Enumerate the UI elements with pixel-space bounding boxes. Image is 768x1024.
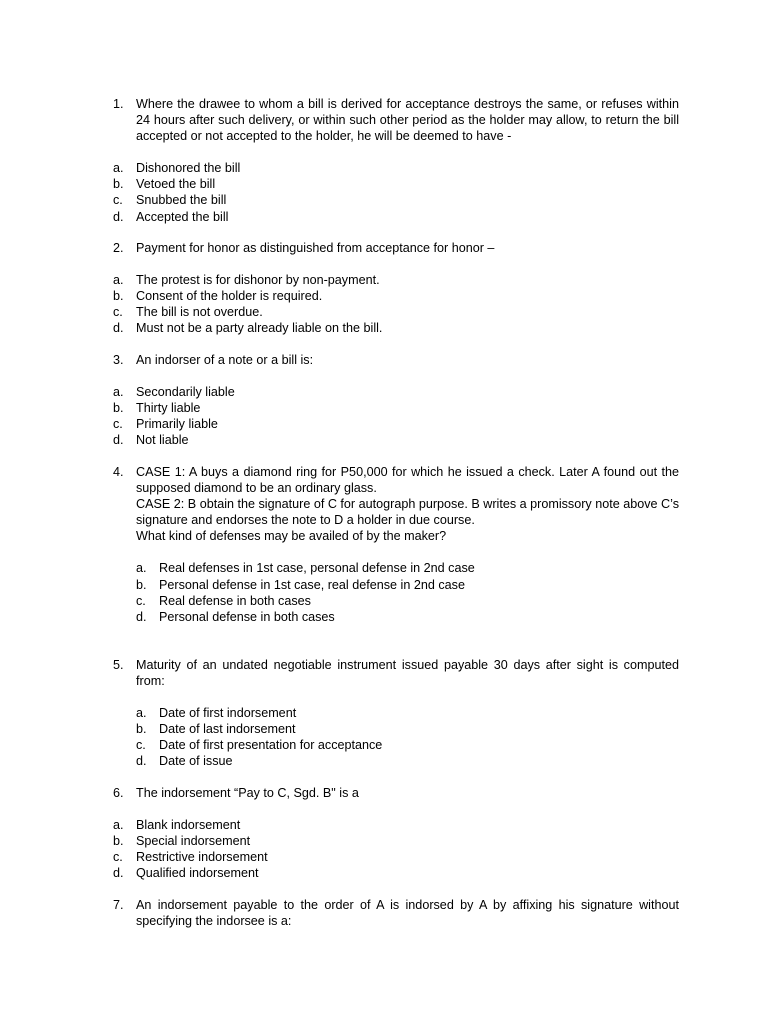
question-number: 7. bbox=[113, 898, 124, 912]
option-text: Qualified indorsement bbox=[136, 866, 259, 881]
question-1 bbox=[113, 96, 679, 225]
option-text: Date of first presentation for acceptance bbox=[159, 738, 383, 753]
option-a bbox=[136, 705, 679, 721]
option-letter: c. bbox=[136, 593, 146, 608]
option-text: Consent of the holder is required. bbox=[136, 289, 323, 304]
option-letter: b. bbox=[113, 289, 124, 304]
option-b bbox=[136, 721, 679, 737]
option-c bbox=[113, 416, 679, 432]
question-stem bbox=[113, 785, 679, 801]
options-list bbox=[113, 160, 679, 224]
subquestion-text: What kind of defenses may be availed of by the maker? bbox=[136, 529, 447, 544]
question-stem bbox=[113, 352, 679, 368]
option-text: Personal defense in both cases bbox=[159, 609, 335, 624]
option-letter: c. bbox=[113, 417, 123, 432]
option-letter: d. bbox=[113, 209, 124, 224]
option-d bbox=[113, 432, 679, 448]
question-text: An indorsement payable to the order of A is indorsed by A by affixing his signature without specifying the indorsee is a: bbox=[136, 898, 679, 929]
option-d bbox=[113, 320, 679, 336]
option-text: Accepted the bill bbox=[136, 209, 229, 224]
option-text: Date of last indorsement bbox=[159, 722, 296, 737]
option-c bbox=[113, 849, 679, 865]
question-stem bbox=[113, 897, 679, 929]
option-letter: b. bbox=[113, 401, 124, 416]
option-b bbox=[113, 288, 679, 304]
option-letter: a. bbox=[113, 273, 124, 288]
option-letter: d. bbox=[113, 433, 124, 448]
question-text: The indorsement “Pay to C, Sgd. B" is a bbox=[136, 786, 359, 800]
option-text: Primarily liable bbox=[136, 417, 218, 432]
option-text: Snubbed the bill bbox=[136, 193, 227, 208]
question-number: 5. bbox=[113, 658, 124, 672]
option-c bbox=[136, 737, 679, 753]
option-text: Dishonored the bill bbox=[136, 161, 241, 176]
option-letter: b. bbox=[136, 577, 147, 592]
question-number: 2. bbox=[113, 241, 124, 255]
question-3 bbox=[113, 352, 679, 448]
options-list bbox=[113, 384, 679, 448]
option-letter: d. bbox=[136, 609, 147, 624]
option-b bbox=[136, 577, 679, 593]
question-text: Where the drawee to whom a bill is derived for acceptance destroys the same, or refuses within 24 hours after such delivery, or within such other period as the holder may allow, to return the bill accepted or not accepted to the holder, he will be deemed to have - bbox=[136, 97, 679, 144]
option-letter: d. bbox=[136, 754, 147, 769]
case-1-text: CASE 1: A buys a diamond ring for P50,000 for which he issued a check. Later A found out the supposed diamond to be an ordinary glass. bbox=[136, 465, 679, 496]
option-d bbox=[136, 609, 679, 625]
question-text: Maturity of an undated negotiable instrument issued payable 30 days after sight is computed from: bbox=[136, 658, 679, 689]
option-text: Blank indorsement bbox=[136, 818, 241, 833]
options-list bbox=[113, 817, 679, 881]
option-letter: d. bbox=[113, 866, 124, 881]
option-c bbox=[136, 593, 679, 609]
option-text: Secondarily liable bbox=[136, 385, 235, 400]
options-list bbox=[136, 705, 679, 769]
question-stem bbox=[113, 464, 679, 544]
option-a bbox=[136, 560, 679, 576]
option-letter: c. bbox=[113, 850, 123, 865]
question-6 bbox=[113, 785, 679, 881]
option-letter: b. bbox=[113, 834, 124, 849]
option-b bbox=[113, 833, 679, 849]
option-c bbox=[113, 304, 679, 320]
option-letter: b. bbox=[113, 177, 124, 192]
option-text: Special indorsement bbox=[136, 834, 251, 849]
question-number: 4. bbox=[113, 465, 124, 479]
option-text: Real defense in both cases bbox=[159, 593, 311, 608]
option-letter: d. bbox=[113, 321, 124, 336]
option-letter: c. bbox=[113, 193, 123, 208]
case-2-text: CASE 2: B obtain the signature of C for autograph purpose. B writes a promissory note above C’s signature and endorses the note to D a holder in due course. bbox=[136, 497, 679, 528]
question-2 bbox=[113, 240, 679, 336]
option-d bbox=[113, 865, 679, 881]
options-list bbox=[113, 272, 679, 336]
option-letter: c. bbox=[136, 738, 146, 753]
question-text: Payment for honor as distinguished from acceptance for honor – bbox=[136, 241, 495, 255]
question-number: 1. bbox=[113, 97, 124, 111]
option-text: Date of issue bbox=[159, 754, 233, 769]
option-text: Must not be a party already liable on the bill. bbox=[136, 321, 383, 336]
question-7 bbox=[113, 897, 679, 929]
option-a bbox=[113, 160, 679, 176]
option-a bbox=[113, 817, 679, 833]
option-d bbox=[136, 753, 679, 769]
options-list bbox=[136, 560, 679, 624]
option-b bbox=[113, 176, 679, 192]
option-text: Real defenses in 1st case, personal defense in 2nd case bbox=[159, 561, 475, 576]
option-c bbox=[113, 192, 679, 208]
option-letter: a. bbox=[113, 385, 124, 400]
question-text: An indorser of a note or a bill is: bbox=[136, 353, 314, 367]
question-stem bbox=[113, 96, 679, 144]
option-letter: a. bbox=[136, 561, 147, 576]
option-text: Vetoed the bill bbox=[136, 177, 216, 192]
option-text: Date of first indorsement bbox=[159, 706, 297, 721]
question-4 bbox=[113, 464, 679, 625]
option-text: Not liable bbox=[136, 433, 189, 448]
option-letter: a. bbox=[113, 818, 124, 833]
option-text: Personal defense in 1st case, real defense in 2nd case bbox=[159, 577, 465, 592]
question-number: 3. bbox=[113, 353, 124, 367]
option-letter: a. bbox=[113, 161, 124, 176]
option-a bbox=[113, 272, 679, 288]
option-letter: b. bbox=[136, 722, 147, 737]
option-text: The protest is for dishonor by non-payment. bbox=[136, 273, 380, 288]
option-letter: a. bbox=[136, 706, 147, 721]
question-stem bbox=[113, 240, 679, 256]
option-a bbox=[113, 384, 679, 400]
option-d bbox=[113, 209, 679, 225]
option-text: Restrictive indorsement bbox=[136, 850, 268, 865]
option-text: The bill is not overdue. bbox=[136, 305, 263, 320]
option-text: Thirty liable bbox=[136, 401, 201, 416]
question-5 bbox=[113, 657, 679, 770]
option-letter: c. bbox=[113, 305, 123, 320]
option-b bbox=[113, 400, 679, 416]
question-stem bbox=[113, 657, 679, 689]
question-number: 6. bbox=[113, 786, 124, 800]
